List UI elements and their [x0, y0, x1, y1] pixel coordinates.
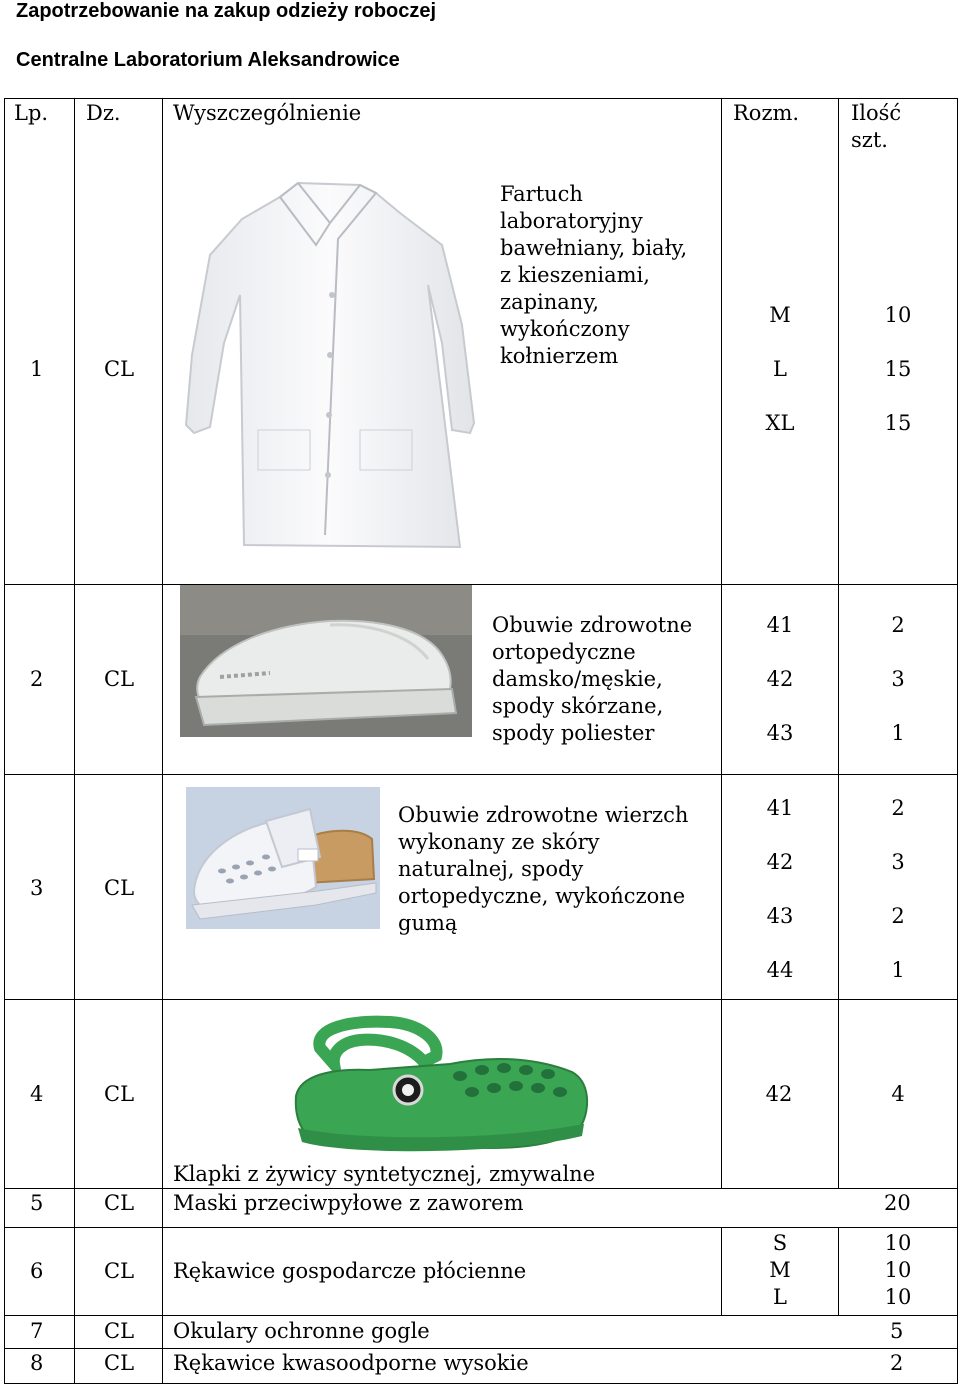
row-divider — [4, 584, 958, 585]
row3-quantities — [839, 781, 957, 997]
row1-dz: CL — [104, 357, 135, 381]
row3-description — [398, 802, 688, 937]
row1-description-line: z kieszeniami, — [500, 263, 650, 287]
row8-description: Rękawice kwasoodporne wysokie — [173, 1351, 529, 1375]
green-clog-image — [290, 1012, 594, 1162]
row2-sizes — [722, 612, 838, 774]
size-value: 44 — [766, 958, 794, 982]
size-value: L — [773, 357, 787, 381]
quantity-value: 1 — [891, 721, 905, 745]
table-left-border — [4, 98, 5, 1384]
row1-description-line: zapinany, — [500, 290, 600, 314]
quantity-value: 10 — [884, 303, 912, 327]
row2-description — [492, 612, 692, 747]
row7-lp: 7 — [30, 1319, 44, 1343]
size-value: 42 — [766, 850, 794, 874]
row1-quantities — [839, 302, 957, 464]
header-dz: Dz. — [86, 101, 121, 125]
row2-description-line: Obuwie zdrowotne — [492, 613, 693, 637]
row-divider — [4, 999, 958, 1000]
white-clog-image — [180, 585, 472, 741]
size-value: M — [769, 303, 791, 327]
header-quantity — [851, 100, 901, 154]
size-value: L — [773, 1285, 787, 1309]
row5-dz: CL — [104, 1191, 135, 1215]
row-divider — [4, 1315, 958, 1316]
table-right-border — [957, 98, 958, 1384]
row2-quantities — [839, 612, 957, 774]
row2-description-line: damsko/męskie, — [492, 667, 663, 691]
row4-size: 42 — [765, 1082, 793, 1106]
header-quantity-line1: Ilość — [851, 101, 902, 125]
column-divider — [74, 98, 75, 1384]
row1-description-line: wykończony — [500, 317, 630, 341]
quantity-value: 2 — [891, 613, 905, 637]
row6-sizes — [722, 1230, 838, 1311]
table-top-border — [4, 98, 958, 99]
row8-dz: CL — [104, 1351, 135, 1375]
quantity-value: 1 — [891, 958, 905, 982]
size-value: 43 — [766, 721, 794, 745]
row1-description — [500, 181, 687, 370]
lab-coat-image — [180, 175, 480, 564]
row-divider — [4, 774, 958, 775]
document-title: Zapotrzebowanie na zakup odzieży roboczej — [16, 0, 437, 22]
quantity-value: 3 — [891, 667, 905, 691]
row5-lp: 5 — [30, 1191, 44, 1215]
row3-description-line: gumą — [398, 911, 458, 935]
row2-description-line: ortopedyczne — [492, 640, 636, 664]
table-bottom-border — [4, 1383, 958, 1384]
row1-sizes — [722, 302, 838, 464]
row-divider — [4, 1227, 958, 1228]
row2-lp: 2 — [30, 667, 44, 691]
quantity-value: 10 — [884, 1258, 912, 1282]
row7-dz: CL — [104, 1319, 135, 1343]
size-value: 42 — [766, 667, 794, 691]
size-value: XL — [765, 411, 795, 435]
row4-lp: 4 — [30, 1082, 44, 1106]
size-value: 41 — [766, 796, 794, 820]
row6-dz: CL — [104, 1259, 135, 1283]
row3-lp: 3 — [30, 876, 44, 900]
quantity-value: 10 — [884, 1231, 912, 1255]
quantity-value: 10 — [884, 1285, 912, 1309]
quantity-value: 2 — [891, 796, 905, 820]
row1-description-line: bawełniany, biały, — [500, 236, 688, 260]
row6-quantities — [839, 1230, 957, 1311]
row3-description-line: ortopedyczne, wykończone — [398, 884, 686, 908]
quantity-value: 2 — [891, 904, 905, 928]
row2-description-line: spody skórzane, — [492, 694, 664, 718]
header-lp: Lp. — [14, 101, 49, 125]
row6-lp: 6 — [30, 1259, 44, 1283]
row1-description-line: laboratoryjny — [500, 209, 643, 233]
row3-description-line: wykonany ze skóry — [398, 830, 600, 854]
quantity-value: 3 — [891, 850, 905, 874]
row7-quantity: 5 — [890, 1319, 904, 1343]
row-divider — [4, 1348, 958, 1349]
row3-description-line: Obuwie zdrowotne wierzch — [398, 803, 689, 827]
row3-sizes — [722, 781, 838, 997]
size-value: M — [769, 1258, 791, 1282]
white-strap-clog-image — [186, 787, 380, 933]
size-value: S — [772, 1231, 788, 1255]
row3-dz: CL — [104, 876, 135, 900]
row6-description: Rękawice gospodarcze płócienne — [173, 1259, 527, 1283]
row4-description: Klapki z żywicy syntetycznej, zmywalne — [173, 1162, 596, 1186]
document-subtitle: Centralne Laboratorium Aleksandrowice — [16, 49, 400, 71]
row4-quantity: 4 — [891, 1082, 905, 1106]
column-divider — [162, 98, 163, 1384]
row2-dz: CL — [104, 667, 135, 691]
row2-description-line: spody poliester — [492, 721, 655, 745]
row4-dz: CL — [104, 1082, 135, 1106]
header-description: Wyszczególnienie — [173, 101, 362, 125]
header-size: Rozm. — [733, 101, 800, 125]
row5-description: Maski przeciwpyłowe z zaworem — [173, 1191, 524, 1215]
quantity-value: 15 — [884, 411, 912, 435]
header-quantity-line2: szt. — [851, 128, 888, 152]
row-divider — [4, 1188, 958, 1189]
row5-quantity: 20 — [884, 1191, 911, 1215]
row8-quantity: 2 — [890, 1351, 904, 1375]
row1-lp: 1 — [30, 357, 44, 381]
row8-lp: 8 — [30, 1351, 44, 1375]
quantity-value: 15 — [884, 357, 912, 381]
row1-description-line: kołnierzem — [500, 344, 619, 368]
row7-description: Okulary ochronne gogle — [173, 1319, 430, 1343]
size-value: 43 — [766, 904, 794, 928]
row3-description-line: naturalnej, spody — [398, 857, 584, 881]
size-value: 41 — [766, 613, 794, 637]
row1-description-line: Fartuch — [500, 182, 583, 206]
